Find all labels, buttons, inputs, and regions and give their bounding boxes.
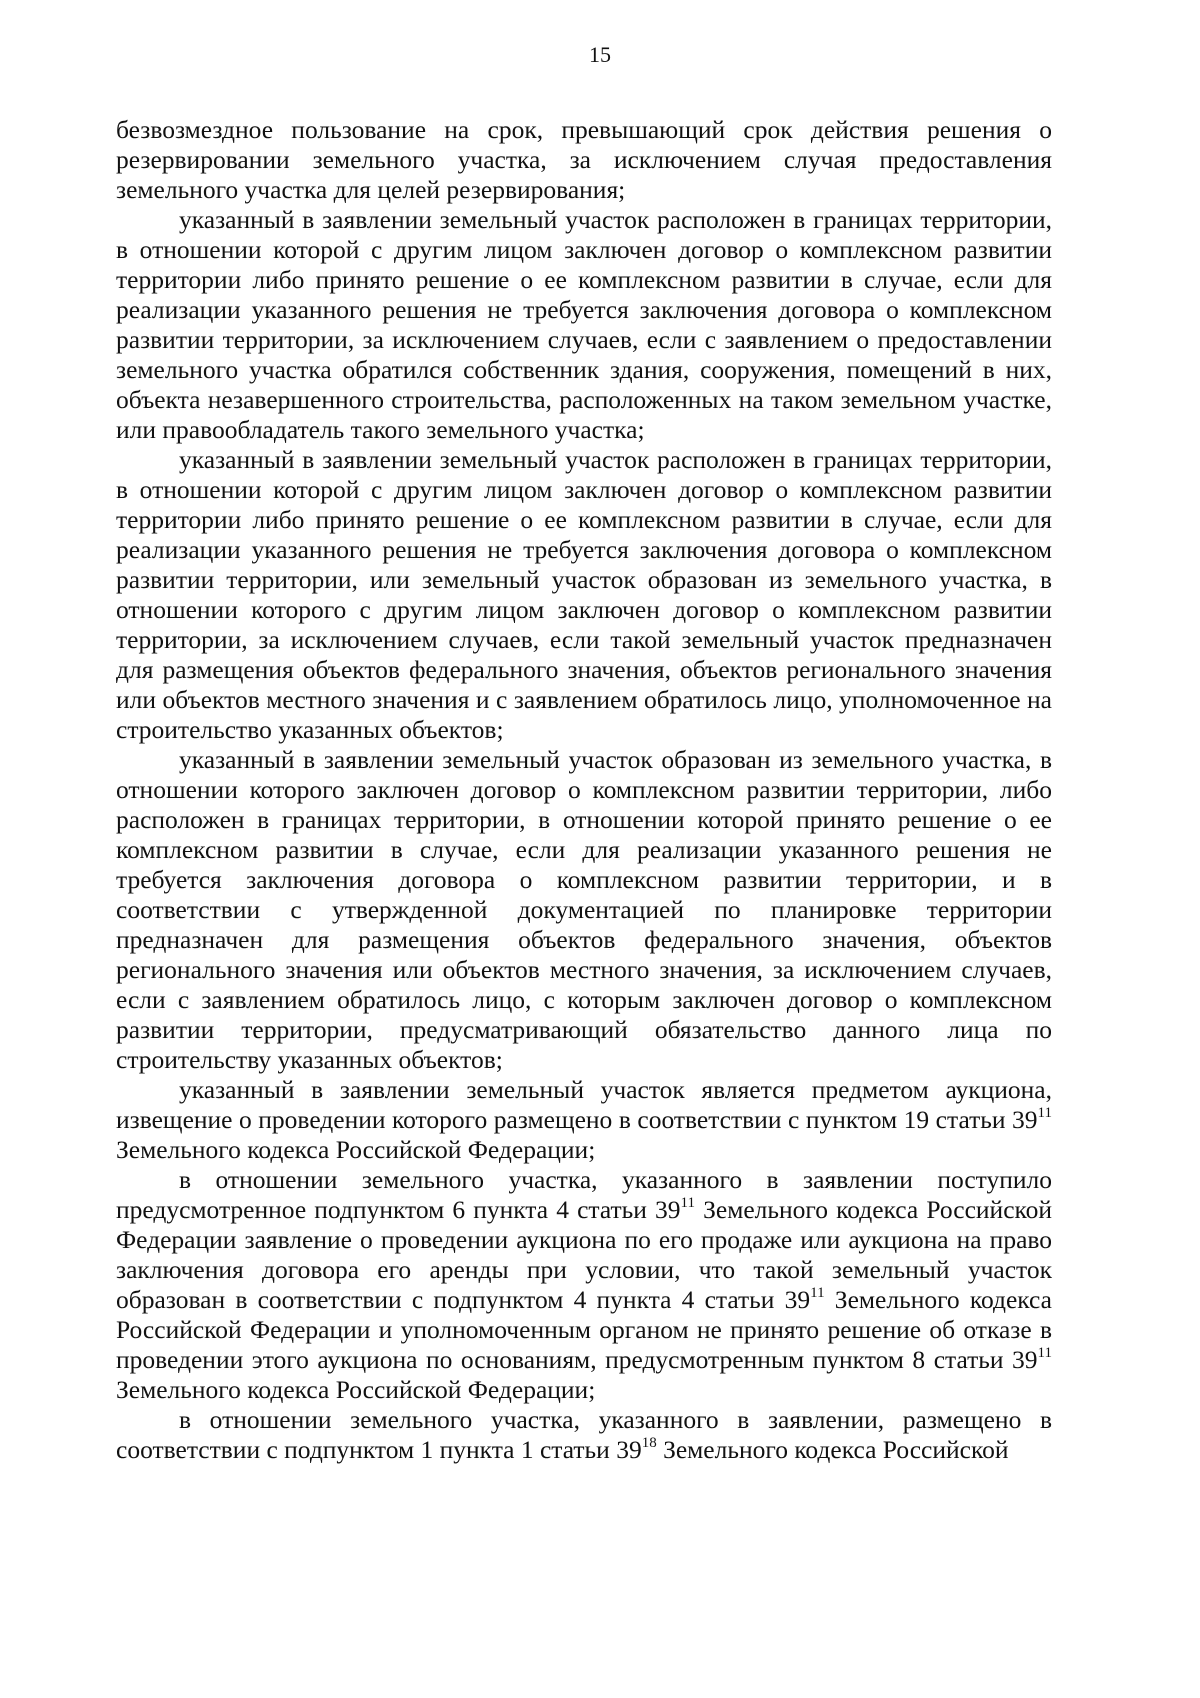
paragraph-text: указанный в заявлении земельный участок является предметом аукциона, извещение о проведении которого размещено в соответствии с пунктом 19 статьи 39: [116, 1075, 1052, 1134]
paragraph-text: безвозмездное пользование на срок, превышающий срок действия решения о резервировании земельного участка, за исключением случая предоставления земельного участка для целей резервирования;: [116, 115, 1052, 204]
superscript: 11: [1037, 1345, 1052, 1362]
superscript: 11: [680, 1195, 695, 1212]
paragraph-7: [116, 1405, 1052, 1465]
paragraph-2: [116, 205, 1052, 445]
document-body: [116, 115, 1052, 1465]
paragraph-1: [116, 115, 1052, 205]
superscript: 11: [810, 1285, 825, 1302]
paragraph-text: в отношении земельного участка, указанного в заявлении, размещено в соответствии с подпунктом 1 пункта 1 статьи 39: [116, 1405, 1052, 1464]
paragraph-text: Земельного кодекса Российской Федерации и уполномоченным органом не принято решение об отказе в проведении этого аукциона по основаниям, предусмотренным пунктом 8 статьи 39: [116, 1285, 1052, 1374]
paragraph-text: указанный в заявлении земельный участок расположен в границах территории, в отношении которой с другим лицом заключен договор о комплексном развитии территории либо принято решение о ее комплексном развитии в случае, если для реализации указанного решения не требуется заключения договора о комплексном развитии территории, или земельный участок образован из земельного участка, в отношении которого с другим лицом заключен договор о комплексном развитии территории, за исключением случаев, если такой земельный участок предназначен для размещения объектов федерального значения, объектов регионального значения или объектов местного значения и с заявлением обратилось лицо, уполномоченное на строительство указанных объектов;: [116, 445, 1052, 744]
paragraph-4: [116, 745, 1052, 1075]
paragraph-text: Земельного кодекса Российской Федерации;: [116, 1135, 596, 1164]
paragraph-text: указанный в заявлении земельный участок расположен в границах территории, в отношении которой с другим лицом заключен договор о комплексном развитии территории либо принято решение о ее комплексном развитии в случае, если для реализации указанного решения не требуется заключения договора о комплексном развитии территории, за исключением случаев, если с заявлением о предоставлении земельного участка обратился собственник здания, сооружения, помещений в них, объекта незавершенного строительства, расположенных на таком земельном участке, или правообладатель такого земельного участка;: [116, 205, 1052, 444]
paragraph-text: Земельного кодекса Российской: [656, 1435, 1009, 1464]
paragraph-text: Земельного кодекса Российской Федерации заявление о проведении аукциона по его продаже или аукциона на право заключения договора его аренды при условии, что такой земельный участок образован в соответствии с подпунктом 4 пункта 4 статьи 39: [116, 1195, 1052, 1314]
paragraph-5: [116, 1075, 1052, 1165]
paragraph-text: Земельного кодекса Российской Федерации;: [116, 1375, 596, 1404]
paragraph-text: в отношении земельного участка, указанного в заявлении поступило предусмотренное подпунктом 6 пункта 4 статьи 39: [116, 1165, 1052, 1224]
paragraph-3: [116, 445, 1052, 745]
superscript: 11: [1037, 1105, 1052, 1122]
superscript: 18: [641, 1435, 657, 1452]
page-number: 15: [589, 42, 611, 67]
paragraph-text: указанный в заявлении земельный участок образован из земельного участка, в отношении которого заключен договор о комплексном развитии территории, либо расположен в границах территории, в отношении которой принято решение о ее комплексном развитии в случае, если для реализации указанного решения не требуется заключения договора о комплексном развитии территории, и в соответствии с утвержденной документацией по планировке территории предназначен для размещения объектов федерального значения, объектов регионального значения или объектов местного значения, за исключением случаев, если с заявлением обратилось лицо, с которым заключен договор о комплексном развитии территории, предусматривающий обязательство данного лица по строительству указанных объектов;: [116, 745, 1052, 1074]
paragraph-6: [116, 1165, 1052, 1405]
